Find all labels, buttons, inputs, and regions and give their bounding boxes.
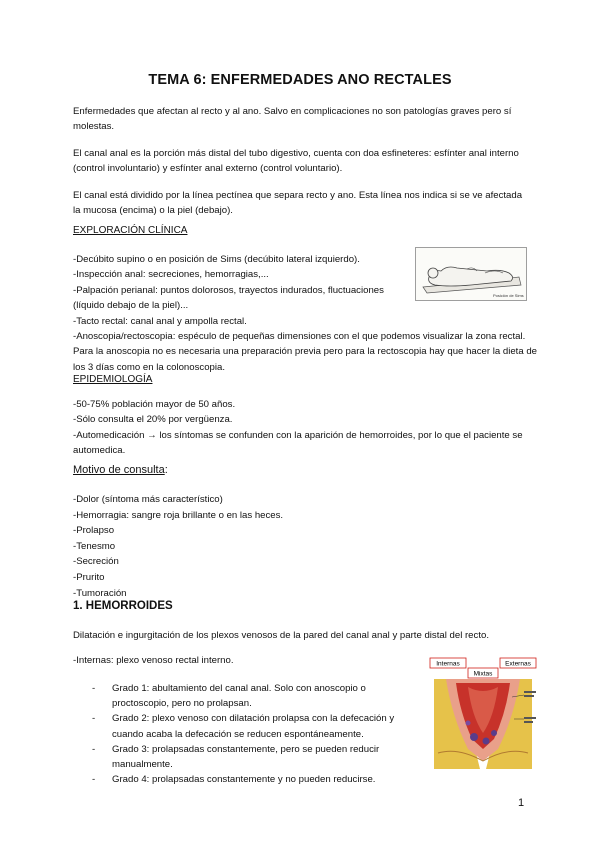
heading-hemorroides: 1. HEMORROIDES bbox=[73, 600, 173, 612]
motivo-item: -Prolapso bbox=[73, 525, 115, 537]
exploracion-item: -Palpación perianal: puntos dolorosos, trayectos indurados, fluctuaciones bbox=[73, 284, 384, 296]
grado-3-text: Grado 3: prolapsadas constantemente, pero se pueden reducir manualmente. bbox=[112, 743, 380, 771]
paragraph-canal-anal: El canal anal es la porción más distal del tubo digestivo, cuenta con doa esfineteres: esfínter anal interno (control involuntario) y esfínter anal externo (control voluntario). bbox=[73, 148, 519, 175]
exploracion-item: -Decúbito supino o en posición de Sims (decúbito lateral izquierdo). bbox=[73, 254, 360, 265]
motivo-item: -Tenesmo bbox=[73, 540, 116, 552]
motivo-item: -Dolor (síntoma más característico) bbox=[73, 494, 223, 505]
epidemiologia-item: -50-75% población mayor de 50 años. bbox=[73, 399, 236, 410]
grado-1-text: Grado 1: abultamiento del canal anal. Solo con anoscopio o proctoscopio, pero no prolapsan. bbox=[112, 683, 366, 710]
grado-item: - Grado 3: prolapsadas constantemente, pero se pueden reducir manualmente. bbox=[92, 743, 380, 771]
grado-4-text: Grado 4: prolapsadas constantemente y no pueden reducirse. bbox=[112, 774, 376, 786]
grado-item: - Grado 1: abultamiento del canal anal. Solo con anoscopio o proctoscopio, pero no prolapsan. bbox=[92, 683, 366, 710]
label-mixtas: Mixtas bbox=[473, 670, 493, 678]
exploracion-item: -Tacto rectal: canal anal y ampolla rectal. bbox=[73, 315, 247, 327]
motivo-item: -Secreción bbox=[73, 556, 119, 568]
page-number: 1 bbox=[518, 797, 525, 809]
heading-motivo-consulta bbox=[73, 464, 168, 476]
motivo-heading-colon: : bbox=[164, 464, 168, 476]
label-internas: Internas bbox=[436, 660, 460, 668]
sims-figure-caption: Posición de Sims bbox=[493, 293, 524, 298]
label-externas: Externas bbox=[505, 660, 531, 668]
grado-item: - Grado 4: prolapsadas constantemente y no pueden reducirse. bbox=[92, 774, 376, 786]
exploracion-item: -Inspección anal: secreciones, hemorragias,... bbox=[73, 269, 269, 281]
hemorroides-anatomy-figure bbox=[428, 657, 538, 772]
hemorroides-internas: -Internas: plexo venoso rectal interno. bbox=[73, 655, 234, 666]
heading-exploracion: EXPLORACIÓN CLÍNICA bbox=[73, 225, 188, 236]
exploracion-item: (líquido debajo de la piel)... bbox=[73, 300, 189, 312]
hemorroides-definition: Dilatación e ingurgitación de los plexos venosos de la pared del canal anal y parte distal del recto. bbox=[73, 630, 489, 641]
heading-epidemiologia: EPIDEMIOLOGÍA bbox=[73, 374, 153, 385]
exploracion-item: -Anoscopia/rectoscopia: espéculo de pequeñas dimensiones con el que podemos visualizar la zona rectal. Para la anoscopia no es necesaria una preparación previa pero para la rectoscopia hay que hacer la dieta de los 3 días como en la colonoscopia. bbox=[73, 331, 537, 373]
epidemiologia-item: -Automedicación → los síntomas se confunden con la aparición de hemorroides, por lo que el paciente se automedica. bbox=[73, 429, 523, 456]
epidemiologia-list bbox=[73, 397, 538, 458]
motivo-heading-text: Motivo de consulta bbox=[73, 464, 165, 476]
motivo-list bbox=[73, 492, 283, 601]
sims-position-figure bbox=[415, 247, 527, 301]
motivo-item: -Prurito bbox=[73, 571, 105, 583]
grado-item: - Grado 2: plexo venoso con dilatación prolapsa con la defecación y cuando acaba la defecación se reducen espontáneamente. bbox=[92, 713, 395, 740]
epidemiologia-item: -Sólo consulta el 20% por vergüenza. bbox=[73, 414, 233, 426]
paragraph-intro: Enfermedades que afectan al recto y al ano. Salvo en complicaciones no son patologías graves pero sí molestas. bbox=[73, 106, 512, 133]
motivo-item: -Tumoración bbox=[73, 587, 127, 599]
motivo-item: -Hemorragia: sangre roja brillante o en las heces. bbox=[73, 509, 284, 521]
grado-2-text: Grado 2: plexo venoso con dilatación prolapsa con la defecación y cuando acaba la defecación se reducen espontáneamente. bbox=[112, 713, 395, 740]
grados-list bbox=[92, 681, 412, 787]
paragraph-linea-pectinea: El canal está dividido por la línea pectínea que separa recto y ano. Esta línea nos indica si se ve afectada la mucosa (encima) o la piel (debajo). bbox=[73, 190, 523, 217]
page-title: TEMA 6: ENFERMEDADES ANO RECTALES bbox=[148, 72, 452, 88]
